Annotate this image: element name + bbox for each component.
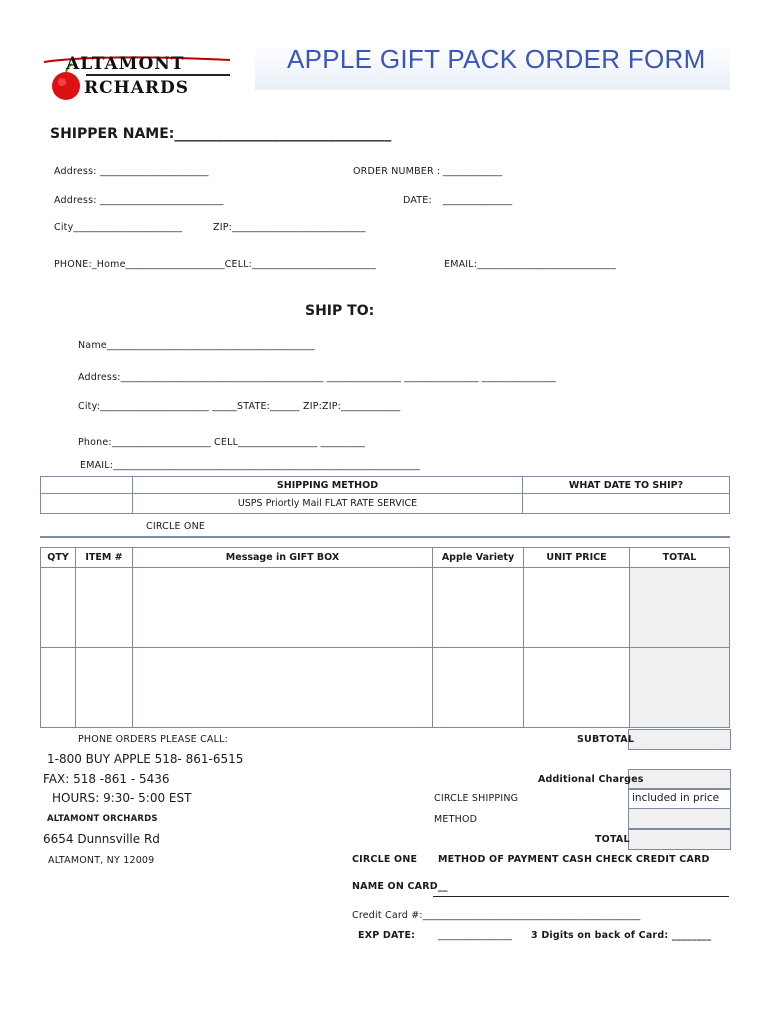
shipping-method-value[interactable]: USPS Priortly Mail FLAT RATE SERVICE bbox=[133, 494, 523, 514]
message-cell[interactable] bbox=[133, 568, 433, 648]
included-in-price-text: included in price bbox=[632, 792, 720, 804]
additional-charges-label: Additional Charges bbox=[538, 774, 644, 785]
shipping-blank-cell bbox=[41, 494, 133, 514]
ship-to-heading: SHIP TO: bbox=[305, 303, 375, 319]
card-security-digits[interactable]: 3 Digits on back of Card: ________ bbox=[531, 930, 712, 941]
total-header: TOTAL bbox=[630, 548, 730, 568]
shipping-method-table bbox=[40, 476, 730, 514]
circle-shipping-label: CIRCLE SHIPPING bbox=[434, 793, 519, 804]
message-header: Message in GIFT BOX bbox=[133, 548, 433, 568]
circle-one-note: CIRCLE ONE bbox=[146, 521, 206, 532]
divider bbox=[40, 536, 730, 538]
shipper-email[interactable]: EMAIL:____________________________ bbox=[444, 259, 616, 270]
included-in-price-box bbox=[628, 788, 731, 809]
order-header-row bbox=[41, 548, 730, 568]
fax-number: FAX: 518 -861 - 5436 bbox=[43, 772, 170, 786]
ship-date-header: WHAT DATE TO SHIP? bbox=[523, 477, 730, 494]
table-row bbox=[41, 648, 730, 728]
phone-orders-label: PHONE ORDERS PLEASE CALL: bbox=[78, 734, 229, 745]
subtotal-label: SUBTOTAL bbox=[577, 734, 635, 745]
payment-method-options[interactable]: METHOD OF PAYMENT CASH CHECK CREDIT CARD bbox=[438, 854, 710, 865]
order-number-label: ORDER NUMBER : bbox=[353, 166, 441, 177]
shipping-method-header: SHIPPING METHOD bbox=[133, 477, 523, 494]
exp-date-field[interactable]: _______________ bbox=[438, 930, 513, 941]
qty-header: QTY bbox=[41, 548, 76, 568]
shipper-phone[interactable]: PHONE:_Home____________________CELL:_________________________ bbox=[54, 259, 376, 270]
item-cell[interactable] bbox=[76, 568, 133, 648]
unit-price-cell[interactable] bbox=[524, 568, 630, 648]
logo-line-2: RCHARDS bbox=[84, 78, 190, 98]
unit-price-cell[interactable] bbox=[524, 648, 630, 728]
blank-charge-field[interactable] bbox=[628, 808, 731, 829]
variety-cell[interactable] bbox=[433, 648, 524, 728]
name-on-card-label: NAME ON CARD__ bbox=[352, 881, 448, 892]
shipper-city[interactable]: City______________________ bbox=[54, 222, 183, 233]
variety-cell[interactable] bbox=[433, 568, 524, 648]
ship-to-email[interactable]: EMAIL:______________________________________________________________ bbox=[80, 460, 421, 471]
shipper-name-label[interactable]: SHIPPER NAME:_______________________________ bbox=[50, 126, 392, 142]
circle-one-payment: CIRCLE ONE bbox=[352, 854, 418, 865]
credit-card-number[interactable]: Credit Card #:____________________________________________ bbox=[352, 910, 641, 921]
qty-cell[interactable] bbox=[41, 648, 76, 728]
city-state-zip: ALTAMONT, NY 12009 bbox=[48, 855, 155, 866]
total-field[interactable] bbox=[628, 829, 731, 850]
unit-price-header: UNIT PRICE bbox=[524, 548, 630, 568]
item-header: ITEM # bbox=[76, 548, 133, 568]
ship-to-name[interactable]: Name__________________________________________ bbox=[78, 340, 315, 351]
name-on-card-line[interactable] bbox=[433, 896, 729, 897]
date-label: DATE: bbox=[403, 195, 432, 206]
business-hours: HOURS: 9:30- 5:00 EST bbox=[52, 791, 192, 805]
street-address: 6654 Dunnsville Rd bbox=[43, 832, 160, 846]
ship-to-address[interactable]: Address:_________________________________________ _______________ _______________ _______________ bbox=[78, 372, 556, 383]
method-label: METHOD bbox=[434, 814, 478, 825]
shipping-blank-cell bbox=[41, 477, 133, 494]
total-label: TOTAL bbox=[595, 834, 630, 845]
date-field[interactable]: ______________ bbox=[443, 195, 513, 206]
ship-to-city[interactable]: City:______________________ _____STATE:______ ZIP:ZIP:____________ bbox=[78, 401, 401, 412]
shipper-address-2[interactable]: Address: _________________________ bbox=[54, 195, 224, 206]
exp-date-label: EXP DATE: bbox=[358, 930, 416, 941]
altamont-orchards-logo bbox=[40, 52, 240, 102]
ship-date-field[interactable] bbox=[523, 494, 730, 514]
apple-variety-header: Apple Variety bbox=[433, 548, 524, 568]
ship-to-phone[interactable]: Phone:____________________ CELL________________ _________ bbox=[78, 437, 366, 448]
company-name: ALTAMONT ORCHARDS bbox=[47, 814, 158, 824]
subtotal-field[interactable] bbox=[628, 729, 731, 750]
logo-line-1: ALTAMONT bbox=[66, 54, 185, 74]
form-title: APPLE GIFT PACK ORDER FORM bbox=[287, 44, 706, 74]
item-cell[interactable] bbox=[76, 648, 133, 728]
qty-cell[interactable] bbox=[41, 568, 76, 648]
shipper-address-1[interactable]: Address: ______________________ bbox=[54, 166, 209, 177]
phone-numbers: 1-800 BUY APPLE 518- 861-6515 bbox=[47, 752, 244, 766]
total-cell[interactable] bbox=[630, 568, 730, 648]
table-row bbox=[41, 568, 730, 648]
total-cell[interactable] bbox=[630, 648, 730, 728]
order-table bbox=[40, 547, 730, 728]
order-number-field[interactable]: ____________ bbox=[443, 166, 503, 177]
shipper-zip[interactable]: ZIP:___________________________ bbox=[213, 222, 366, 233]
message-cell[interactable] bbox=[133, 648, 433, 728]
